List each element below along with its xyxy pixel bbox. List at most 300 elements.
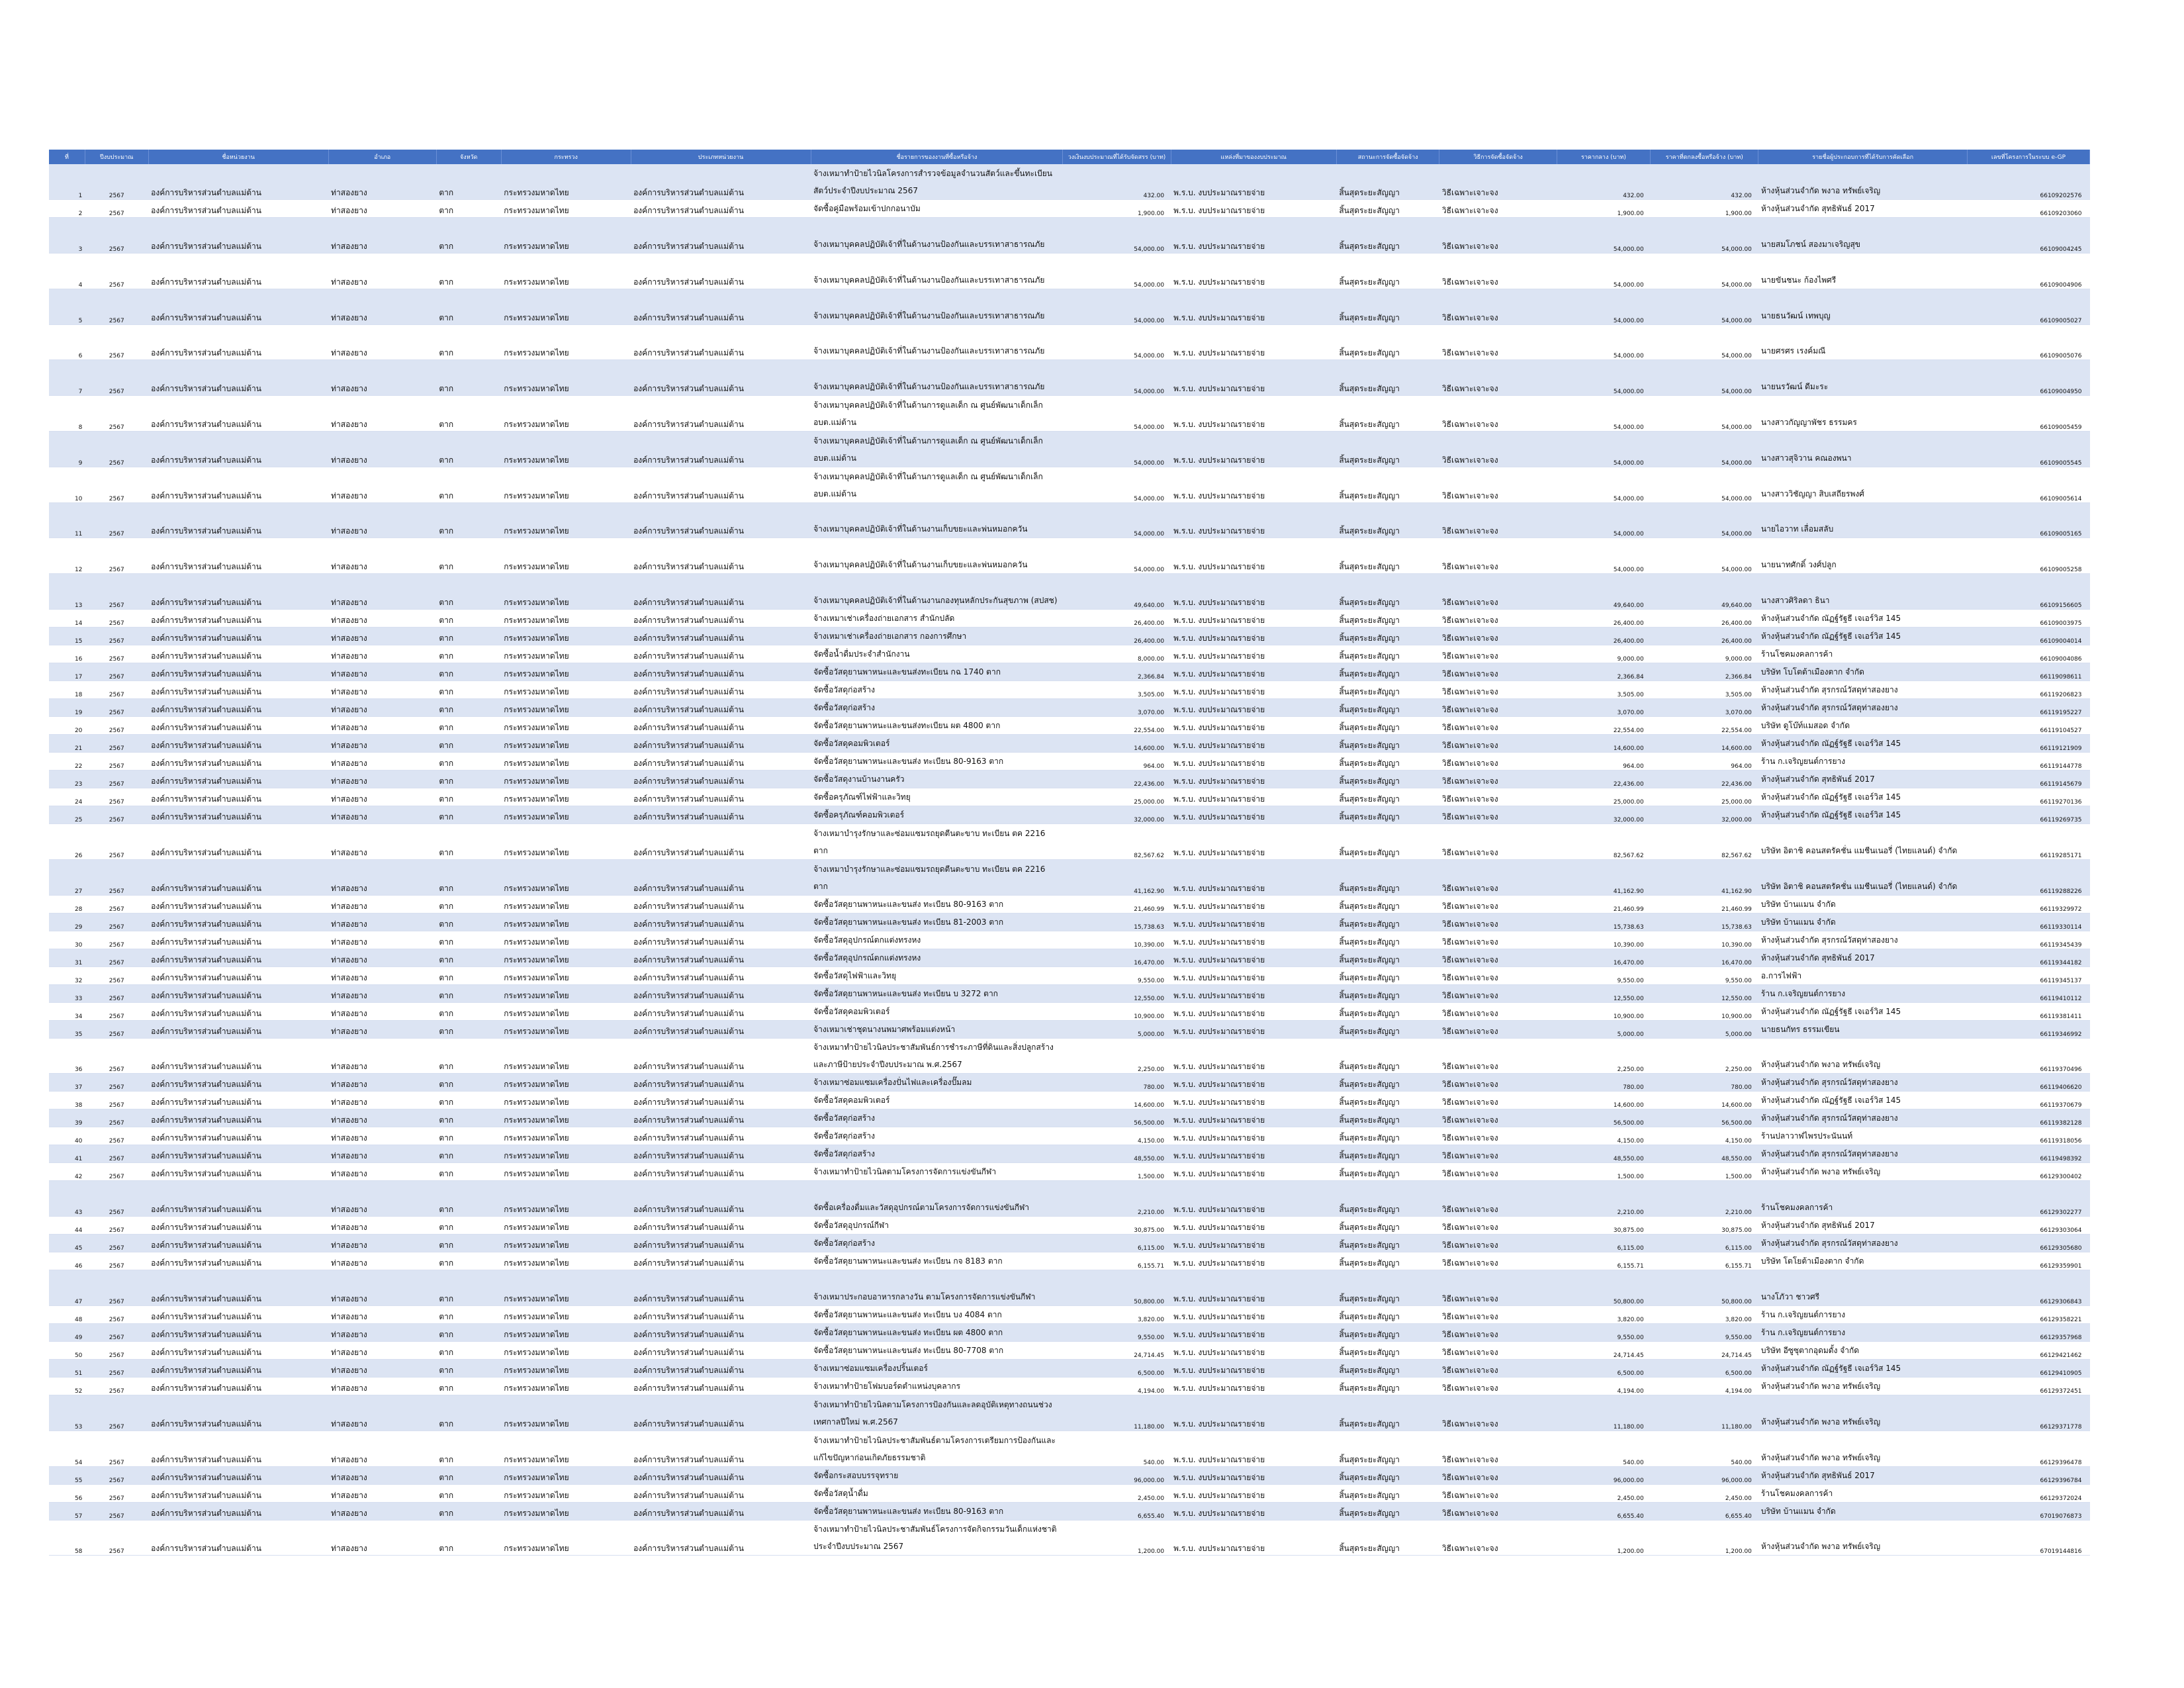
- row-number: 39: [49, 1109, 85, 1127]
- median-price-cell: 21,460.99: [1557, 895, 1650, 913]
- vendor-cell: นายศรศร เรงค์มณี: [1758, 324, 1968, 360]
- vendor-cell: นายนาทศักดิ์ วงศ์ปลูก: [1758, 538, 1968, 574]
- vendor-cell: บริษัท อีซูซุตากอุดมดั้ง จำกัด: [1758, 1342, 1968, 1360]
- egp-cell: 66119370679: [1967, 1092, 2089, 1109]
- budget-cell: 54,000.00: [1063, 538, 1171, 574]
- source-cell: พ.ร.บ. งบประมาณรายจ่าย: [1171, 824, 1336, 860]
- budget-cell: 9,550.00: [1063, 966, 1171, 984]
- row-number: 30: [49, 931, 85, 949]
- item-cell: จ้างเหมาทำป้ายโฟมบอร์ดตำแหน่งบุคลากร: [811, 1378, 1063, 1395]
- median-price-cell: 54,000.00: [1557, 538, 1650, 574]
- province-cell: ตาก: [436, 859, 501, 895]
- table-row: [49, 1520, 2090, 1556]
- median-price-cell: 3,070.00: [1557, 699, 1650, 717]
- vendor-cell: บริษัท ดูโบ๊ท์แมสอด จำกัด: [1758, 717, 1968, 735]
- status-cell: สิ้นสุดระยะสัญญา: [1336, 966, 1439, 984]
- egp-cell: 66119329972: [1967, 895, 2089, 913]
- method-cell: วิธีเฉพาะเจาะจง: [1439, 324, 1557, 360]
- year-cell: 2567: [85, 1020, 148, 1038]
- vendor-cell: ร้านโชคมงคลการค้า: [1758, 1181, 1968, 1217]
- median-price-cell: 1,200.00: [1557, 1520, 1650, 1556]
- table-row: [49, 966, 2090, 984]
- province-cell: ตาก: [436, 1252, 501, 1270]
- median-price-cell: 49,640.00: [1557, 574, 1650, 610]
- vendor-cell: ร้าน ก.เจริญยนต์การยาง: [1758, 753, 1968, 771]
- egp-cell: 66109004086: [1967, 645, 2089, 663]
- status-cell: สิ้นสุดระยะสัญญา: [1336, 1002, 1439, 1020]
- budget-cell: 14,600.00: [1063, 735, 1171, 753]
- province-cell: ตาก: [436, 1020, 501, 1038]
- row-number: 44: [49, 1217, 85, 1235]
- source-cell: พ.ร.บ. งบประมาณรายจ่าย: [1171, 788, 1336, 806]
- agreed-price-cell: 24,714.45: [1651, 1342, 1758, 1360]
- table-row: [49, 663, 2090, 681]
- ministry-cell: กระทรวงมหาดไทย: [501, 1163, 631, 1181]
- org-type-cell: องค์การบริหารส่วนตำบลแม่ต้าน: [631, 432, 811, 467]
- district-cell: ท่าสองยาง: [328, 1217, 436, 1235]
- year-cell: 2567: [85, 610, 148, 628]
- province-cell: ตาก: [436, 574, 501, 610]
- org-cell: องค์การบริหารส่วนตำบลแม่ต้าน: [148, 699, 328, 717]
- method-cell: วิธีเฉพาะเจาะจง: [1439, 1109, 1557, 1127]
- ministry-cell: กระทรวงมหาดไทย: [501, 788, 631, 806]
- table-row: [49, 538, 2090, 574]
- table-row: [49, 681, 2090, 699]
- org-type-cell: องค์การบริหารส่วนตำบลแม่ต้าน: [631, 1127, 811, 1145]
- agreed-price-cell: 50,800.00: [1651, 1270, 1758, 1306]
- org-cell: องค์การบริหารส่วนตำบลแม่ต้าน: [148, 913, 328, 931]
- org-cell: องค์การบริหารส่วนตำบลแม่ต้าน: [148, 949, 328, 966]
- item-cell: จัดซื้อวัสดุน้ำดื่ม: [811, 1484, 1063, 1502]
- year-cell: 2567: [85, 788, 148, 806]
- median-price-cell: 3,820.00: [1557, 1306, 1650, 1324]
- agreed-price-cell: 2,210.00: [1651, 1181, 1758, 1217]
- budget-cell: 32,000.00: [1063, 806, 1171, 824]
- source-cell: พ.ร.บ. งบประมาณรายจ่าย: [1171, 164, 1336, 200]
- budget-cell: 26,400.00: [1063, 628, 1171, 645]
- status-cell: สิ้นสุดระยะสัญญา: [1336, 1217, 1439, 1235]
- org-cell: องค์การบริหารส่วนตำบลแม่ต้าน: [148, 254, 328, 289]
- table-row: [49, 1324, 2090, 1342]
- ministry-cell: กระทรวงมหาดไทย: [501, 1430, 631, 1466]
- agreed-price-cell: 54,000.00: [1651, 254, 1758, 289]
- source-cell: พ.ร.บ. งบประมาณรายจ่าย: [1171, 1270, 1336, 1306]
- table-row: [49, 771, 2090, 788]
- row-number: 26: [49, 824, 85, 860]
- egp-cell: 66119382128: [1967, 1109, 2089, 1127]
- year-cell: 2567: [85, 164, 148, 200]
- status-cell: สิ้นสุดระยะสัญญา: [1336, 717, 1439, 735]
- row-number: 48: [49, 1306, 85, 1324]
- row-number: 51: [49, 1360, 85, 1378]
- vendor-cell: บริษัท โบโตต้าเมืองตาก จำกัด: [1758, 663, 1968, 681]
- status-cell: สิ้นสุดระยะสัญญา: [1336, 1109, 1439, 1127]
- budget-cell: 1,900.00: [1063, 200, 1171, 218]
- item-cell: จัดซื้อวัสดุก่อสร้าง: [811, 1235, 1063, 1252]
- status-cell: สิ้นสุดระยะสัญญา: [1336, 538, 1439, 574]
- egp-cell: 66109004245: [1967, 218, 2089, 254]
- item-cell: จัดซื้อวัสดุยานพาหนะและขนส่งทะเบียน ผต 4800 ตาก: [811, 717, 1063, 735]
- status-cell: สิ้นสุดระยะสัญญา: [1336, 645, 1439, 663]
- status-cell: สิ้นสุดระยะสัญญา: [1336, 289, 1439, 324]
- agreed-price-cell: 54,000.00: [1651, 502, 1758, 538]
- method-cell: วิธีเฉพาะเจาะจง: [1439, 645, 1557, 663]
- status-cell: สิ้นสุดระยะสัญญา: [1336, 218, 1439, 254]
- org-type-cell: องค์การบริหารส่วนตำบลแม่ต้าน: [631, 1163, 811, 1181]
- org-type-cell: องค์การบริหารส่วนตำบลแม่ต้าน: [631, 913, 811, 931]
- egp-cell: 66119206823: [1967, 681, 2089, 699]
- budget-cell: 21,460.99: [1063, 895, 1171, 913]
- budget-cell: 3,070.00: [1063, 699, 1171, 717]
- row-number: 33: [49, 984, 85, 1002]
- status-cell: สิ้นสุดระยะสัญญา: [1336, 432, 1439, 467]
- col-header: ปีงบประมาณ: [85, 150, 148, 164]
- district-cell: ท่าสองยาง: [328, 1502, 436, 1520]
- agreed-price-cell: 54,000.00: [1651, 432, 1758, 467]
- item-cell: จัดซื้อเครื่องดื่มและวัสดุอุปกรณ์ตามโครงการจัดการแข่งขันกีฬา: [811, 1181, 1063, 1217]
- province-cell: ตาก: [436, 164, 501, 200]
- org-type-cell: องค์การบริหารส่วนตำบลแม่ต้าน: [631, 1502, 811, 1520]
- row-number: 23: [49, 771, 85, 788]
- status-cell: สิ้นสุดระยะสัญญา: [1336, 984, 1439, 1002]
- median-price-cell: 82,567.62: [1557, 824, 1650, 860]
- org-type-cell: องค์การบริหารส่วนตำบลแม่ต้าน: [631, 806, 811, 824]
- ministry-cell: กระทรวงมหาดไทย: [501, 1466, 631, 1484]
- method-cell: วิธีเฉพาะเจาะจง: [1439, 200, 1557, 218]
- method-cell: วิธีเฉพาะเจาะจง: [1439, 753, 1557, 771]
- vendor-cell: บริษัท โตโยต้าเมืองตาก จำกัด: [1758, 1252, 1968, 1270]
- ministry-cell: กระทรวงมหาดไทย: [501, 254, 631, 289]
- vendor-cell: ห้างหุ้นส่วนจำกัด ณัฏฐ์รัฐธี เจเอร์วิส 145: [1758, 628, 1968, 645]
- median-price-cell: 964.00: [1557, 753, 1650, 771]
- agreed-price-cell: 54,000.00: [1651, 396, 1758, 432]
- source-cell: พ.ร.บ. งบประมาณรายจ่าย: [1171, 663, 1336, 681]
- item-cell: จ้างเหมาซ่อมแซมเครื่องปริ้นเตอร์: [811, 1360, 1063, 1378]
- table-row: [49, 1306, 2090, 1324]
- row-number: 8: [49, 396, 85, 432]
- item-cell: จัดซื้อวัสดุยานพาหนะและขนส่ง ทะเบียน บ 3272 ตาก: [811, 984, 1063, 1002]
- source-cell: พ.ร.บ. งบประมาณรายจ่าย: [1171, 931, 1336, 949]
- budget-cell: 15,738.63: [1063, 913, 1171, 931]
- status-cell: สิ้นสุดระยะสัญญา: [1336, 628, 1439, 645]
- table-row: [49, 628, 2090, 645]
- district-cell: ท่าสองยาง: [328, 324, 436, 360]
- budget-cell: 54,000.00: [1063, 289, 1171, 324]
- budget-cell: 964.00: [1063, 753, 1171, 771]
- vendor-cell: นายธนวัฒน์ เทพบุญ: [1758, 289, 1968, 324]
- vendor-cell: อ.การไฟฟ้า: [1758, 966, 1968, 984]
- org-type-cell: องค์การบริหารส่วนตำบลแม่ต้าน: [631, 663, 811, 681]
- egp-cell: 66119285171: [1967, 824, 2089, 860]
- year-cell: 2567: [85, 949, 148, 966]
- table-row: [49, 1217, 2090, 1235]
- year-cell: 2567: [85, 1002, 148, 1020]
- agreed-price-cell: 54,000.00: [1651, 289, 1758, 324]
- year-cell: 2567: [85, 1270, 148, 1306]
- row-number: 36: [49, 1038, 85, 1074]
- agreed-price-cell: 14,600.00: [1651, 1092, 1758, 1109]
- source-cell: พ.ร.บ. งบประมาณรายจ่าย: [1171, 1127, 1336, 1145]
- budget-cell: 96,000.00: [1063, 1466, 1171, 1484]
- province-cell: ตาก: [436, 1002, 501, 1020]
- col-header: ประเภทหน่วยงาน: [631, 150, 811, 164]
- agreed-price-cell: 82,567.62: [1651, 824, 1758, 860]
- table-row: [49, 1484, 2090, 1502]
- org-type-cell: องค์การบริหารส่วนตำบลแม่ต้าน: [631, 254, 811, 289]
- method-cell: วิธีเฉพาะเจาะจง: [1439, 254, 1557, 289]
- agreed-price-cell: 54,000.00: [1651, 218, 1758, 254]
- agreed-price-cell: 22,554.00: [1651, 717, 1758, 735]
- org-type-cell: องค์การบริหารส่วนตำบลแม่ต้าน: [631, 788, 811, 806]
- item-cell: จัดซื้อวัสดุไฟฟ้าและวิทยุ: [811, 966, 1063, 984]
- year-cell: 2567: [85, 1092, 148, 1109]
- egp-cell: 67019076873: [1967, 1502, 2089, 1520]
- row-number: 22: [49, 753, 85, 771]
- org-type-cell: องค์การบริหารส่วนตำบลแม่ต้าน: [631, 1092, 811, 1109]
- status-cell: สิ้นสุดระยะสัญญา: [1336, 859, 1439, 895]
- median-price-cell: 1,500.00: [1557, 1163, 1650, 1181]
- budget-cell: 1,500.00: [1063, 1163, 1171, 1181]
- table-row: [49, 717, 2090, 735]
- year-cell: 2567: [85, 913, 148, 931]
- year-cell: 2567: [85, 1181, 148, 1217]
- row-number: 55: [49, 1466, 85, 1484]
- org-cell: องค์การบริหารส่วนตำบลแม่ต้าน: [148, 1002, 328, 1020]
- item-cell: จ้างเหมาบุคคลปฏิบัติเจ้าที่ในด้านงานป้องกันและบรรเทาสาธารณภัย: [811, 218, 1063, 254]
- egp-cell: 66119144778: [1967, 753, 2089, 771]
- item-cell: จัดซื้อครุภัณฑ์คอมพิวเตอร์: [811, 806, 1063, 824]
- col-header: ราคากลาง (บาท): [1557, 150, 1650, 164]
- vendor-cell: ห้างหุ้นส่วนจำกัด สุรกรณ์วัสดุท่าสองยาง: [1758, 1145, 1968, 1163]
- district-cell: ท่าสองยาง: [328, 681, 436, 699]
- province-cell: ตาก: [436, 1324, 501, 1342]
- ministry-cell: กระทรวงมหาดไทย: [501, 717, 631, 735]
- status-cell: สิ้นสุดระยะสัญญา: [1336, 931, 1439, 949]
- source-cell: พ.ร.บ. งบประมาณรายจ่าย: [1171, 1145, 1336, 1163]
- median-price-cell: 6,155.71: [1557, 1252, 1650, 1270]
- province-cell: ตาก: [436, 1306, 501, 1324]
- table-row: [49, 432, 2090, 467]
- org-type-cell: องค์การบริหารส่วนตำบลแม่ต้าน: [631, 164, 811, 200]
- item-cell: จัดซื้อวัสดุยานพาหนะและขนส่ง ทะเบียน ผต 4800 ตาก: [811, 1324, 1063, 1342]
- district-cell: ท่าสองยาง: [328, 1342, 436, 1360]
- row-number: 17: [49, 663, 85, 681]
- org-type-cell: องค์การบริหารส่วนตำบลแม่ต้าน: [631, 1002, 811, 1020]
- district-cell: ท่าสองยาง: [328, 1109, 436, 1127]
- method-cell: วิธีเฉพาะเจาะจง: [1439, 1074, 1557, 1092]
- org-cell: องค์การบริหารส่วนตำบลแม่ต้าน: [148, 735, 328, 753]
- method-cell: วิธีเฉพาะเจาะจง: [1439, 1342, 1557, 1360]
- ministry-cell: กระทรวงมหาดไทย: [501, 735, 631, 753]
- source-cell: พ.ร.บ. งบประมาณรายจ่าย: [1171, 1235, 1336, 1252]
- ministry-cell: กระทรวงมหาดไทย: [501, 396, 631, 432]
- table-row: [49, 895, 2090, 913]
- year-cell: 2567: [85, 681, 148, 699]
- status-cell: สิ้นสุดระยะสัญญา: [1336, 467, 1439, 502]
- item-cell: จ้างเหมาบำรุงรักษาและซ่อมแซมรถยุดตีนตะขาบ ทะเบียน ตค 2216 ตาก: [811, 859, 1063, 895]
- status-cell: สิ้นสุดระยะสัญญา: [1336, 1484, 1439, 1502]
- org-cell: องค์การบริหารส่วนตำบลแม่ต้าน: [148, 824, 328, 860]
- method-cell: วิธีเฉพาะเจาะจง: [1439, 360, 1557, 396]
- egp-cell: 66119270136: [1967, 788, 2089, 806]
- row-number: 47: [49, 1270, 85, 1306]
- province-cell: ตาก: [436, 1109, 501, 1127]
- year-cell: 2567: [85, 254, 148, 289]
- method-cell: วิธีเฉพาะเจาะจง: [1439, 1484, 1557, 1502]
- row-number: 41: [49, 1145, 85, 1163]
- row-number: 54: [49, 1430, 85, 1466]
- agreed-price-cell: 15,738.63: [1651, 913, 1758, 931]
- org-type-cell: องค์การบริหารส่วนตำบลแม่ต้าน: [631, 895, 811, 913]
- district-cell: ท่าสองยาง: [328, 1145, 436, 1163]
- row-number: 57: [49, 1502, 85, 1520]
- vendor-cell: บริษัท บ้านแมน จำกัด: [1758, 895, 1968, 913]
- item-cell: จัดซื้อวัสดุยานพาหนะและขนส่ง ทะเบียน 80-9163 ตาก: [811, 1502, 1063, 1520]
- province-cell: ตาก: [436, 753, 501, 771]
- row-number: 13: [49, 574, 85, 610]
- org-cell: องค์การบริหารส่วนตำบลแม่ต้าน: [148, 396, 328, 432]
- median-price-cell: 54,000.00: [1557, 218, 1650, 254]
- ministry-cell: กระทรวงมหาดไทย: [501, 1074, 631, 1092]
- row-number: 12: [49, 538, 85, 574]
- egp-cell: 66129302277: [1967, 1181, 2089, 1217]
- method-cell: วิธีเฉพาะเจาะจง: [1439, 1181, 1557, 1217]
- ministry-cell: กระทรวงมหาดไทย: [501, 1217, 631, 1235]
- median-price-cell: 4,150.00: [1557, 1127, 1650, 1145]
- province-cell: ตาก: [436, 1520, 501, 1556]
- agreed-price-cell: 32,000.00: [1651, 806, 1758, 824]
- median-price-cell: 12,550.00: [1557, 984, 1650, 1002]
- budget-cell: 22,554.00: [1063, 717, 1171, 735]
- method-cell: วิธีเฉพาะเจาะจง: [1439, 984, 1557, 1002]
- source-cell: พ.ร.บ. งบประมาณรายจ่าย: [1171, 895, 1336, 913]
- egp-cell: 66119410112: [1967, 984, 2089, 1002]
- method-cell: วิธีเฉพาะเจาะจง: [1439, 806, 1557, 824]
- median-price-cell: 10,900.00: [1557, 1002, 1650, 1020]
- year-cell: 2567: [85, 396, 148, 432]
- method-cell: วิธีเฉพาะเจาะจง: [1439, 663, 1557, 681]
- org-cell: องค์การบริหารส่วนตำบลแม่ต้าน: [148, 1395, 328, 1431]
- org-type-cell: องค์การบริหารส่วนตำบลแม่ต้าน: [631, 931, 811, 949]
- row-number: 37: [49, 1074, 85, 1092]
- vendor-cell: นางสาวศิริลดา ธินา: [1758, 574, 1968, 610]
- table-row: [49, 1074, 2090, 1092]
- year-cell: 2567: [85, 1127, 148, 1145]
- table-row: [49, 913, 2090, 931]
- status-cell: สิ้นสุดระยะสัญญา: [1336, 895, 1439, 913]
- agreed-price-cell: 56,500.00: [1651, 1109, 1758, 1127]
- budget-cell: 54,000.00: [1063, 432, 1171, 467]
- source-cell: พ.ร.บ. งบประมาณรายจ่าย: [1171, 1430, 1336, 1466]
- spreadsheet: [49, 150, 2090, 1556]
- org-type-cell: องค์การบริหารส่วนตำบลแม่ต้าน: [631, 467, 811, 502]
- table-row: [49, 1342, 2090, 1360]
- org-cell: องค์การบริหารส่วนตำบลแม่ต้าน: [148, 1092, 328, 1109]
- vendor-cell: นางสาวสุจิวาน คณองพนา: [1758, 432, 1968, 467]
- source-cell: พ.ร.บ. งบประมาณรายจ่าย: [1171, 1306, 1336, 1324]
- col-header: ชื่อรายการของงานที่ซื้อหรือจ้าง: [811, 150, 1063, 164]
- district-cell: ท่าสองยาง: [328, 859, 436, 895]
- vendor-cell: ห้างหุ้นส่วนจำกัด ณัฏฐ์รัฐธี เจเอร์วิส 145: [1758, 735, 1968, 753]
- org-type-cell: องค์การบริหารส่วนตำบลแม่ต้าน: [631, 1466, 811, 1484]
- median-price-cell: 6,655.40: [1557, 1502, 1650, 1520]
- ministry-cell: กระทรวงมหาดไทย: [501, 1306, 631, 1324]
- district-cell: ท่าสองยาง: [328, 1466, 436, 1484]
- vendor-cell: ห้างหุ้นส่วนจำกัด พงาอ ทรัพย์เจริญ: [1758, 1378, 1968, 1395]
- org-type-cell: องค์การบริหารส่วนตำบลแม่ต้าน: [631, 735, 811, 753]
- budget-cell: 1,200.00: [1063, 1520, 1171, 1556]
- table-row: [49, 859, 2090, 895]
- table-row: [49, 200, 2090, 218]
- district-cell: ท่าสองยาง: [328, 966, 436, 984]
- org-type-cell: องค์การบริหารส่วนตำบลแม่ต้าน: [631, 645, 811, 663]
- org-type-cell: องค์การบริหารส่วนตำบลแม่ต้าน: [631, 1109, 811, 1127]
- row-number: 21: [49, 735, 85, 753]
- vendor-cell: ห้างหุ้นส่วนจำกัด พงาอ ทรัพย์เจริญ: [1758, 1395, 1968, 1431]
- median-price-cell: 50,800.00: [1557, 1270, 1650, 1306]
- egp-cell: 66109005459: [1967, 396, 2089, 432]
- agreed-price-cell: 9,000.00: [1651, 645, 1758, 663]
- table-row: [49, 735, 2090, 753]
- median-price-cell: 25,000.00: [1557, 788, 1650, 806]
- item-cell: จัดซื้อวัสดุยานพาหนะและขนส่ง ทะเบียน 81-2003 ตาก: [811, 913, 1063, 931]
- agreed-price-cell: 22,436.00: [1651, 771, 1758, 788]
- status-cell: สิ้นสุดระยะสัญญา: [1336, 949, 1439, 966]
- item-cell: จ้างเหมาเช่าเครื่องถ่ายเอกสาร สำนักปลัด: [811, 610, 1063, 628]
- method-cell: วิธีเฉพาะเจาะจง: [1439, 1163, 1557, 1181]
- district-cell: ท่าสองยาง: [328, 1163, 436, 1181]
- table-row: [49, 1430, 2090, 1466]
- budget-cell: 6,500.00: [1063, 1360, 1171, 1378]
- ministry-cell: กระทรวงมหาดไทย: [501, 574, 631, 610]
- district-cell: ท่าสองยาง: [328, 396, 436, 432]
- table-row: [49, 1002, 2090, 1020]
- district-cell: ท่าสองยาง: [328, 663, 436, 681]
- source-cell: พ.ร.บ. งบประมาณรายจ่าย: [1171, 1002, 1336, 1020]
- ministry-cell: กระทรวงมหาดไทย: [501, 913, 631, 931]
- row-number: 24: [49, 788, 85, 806]
- org-type-cell: องค์การบริหารส่วนตำบลแม่ต้าน: [631, 699, 811, 717]
- col-header: อำเภอ: [328, 150, 436, 164]
- table-row: [49, 1127, 2090, 1145]
- source-cell: พ.ร.บ. งบประมาณรายจ่าย: [1171, 502, 1336, 538]
- table-row: [49, 788, 2090, 806]
- item-cell: จัดซื้อวัสดุยานพาหนะและขนส่ง ทะเบียน บง 4084 ตาก: [811, 1306, 1063, 1324]
- row-number: 1: [49, 164, 85, 200]
- year-cell: 2567: [85, 1038, 148, 1074]
- district-cell: ท่าสองยาง: [328, 502, 436, 538]
- source-cell: พ.ร.บ. งบประมาณรายจ่าย: [1171, 1252, 1336, 1270]
- province-cell: ตาก: [436, 1217, 501, 1235]
- status-cell: สิ้นสุดระยะสัญญา: [1336, 806, 1439, 824]
- province-cell: ตาก: [436, 1127, 501, 1145]
- median-price-cell: 432.00: [1557, 164, 1650, 200]
- egp-cell: 66109005165: [1967, 502, 2089, 538]
- egp-cell: 66129372451: [1967, 1378, 2089, 1395]
- ministry-cell: กระทรวงมหาดไทย: [501, 610, 631, 628]
- table-row: [49, 396, 2090, 432]
- budget-cell: 2,250.00: [1063, 1038, 1171, 1074]
- district-cell: ท่าสองยาง: [328, 432, 436, 467]
- method-cell: วิธีเฉพาะเจาะจง: [1439, 467, 1557, 502]
- status-cell: สิ้นสุดระยะสัญญา: [1336, 824, 1439, 860]
- egp-cell: 66119330114: [1967, 913, 2089, 931]
- median-price-cell: 22,554.00: [1557, 717, 1650, 735]
- egp-cell: 66119345137: [1967, 966, 2089, 984]
- table-row: [49, 1378, 2090, 1395]
- agreed-price-cell: 16,470.00: [1651, 949, 1758, 966]
- status-cell: สิ้นสุดระยะสัญญา: [1336, 1270, 1439, 1306]
